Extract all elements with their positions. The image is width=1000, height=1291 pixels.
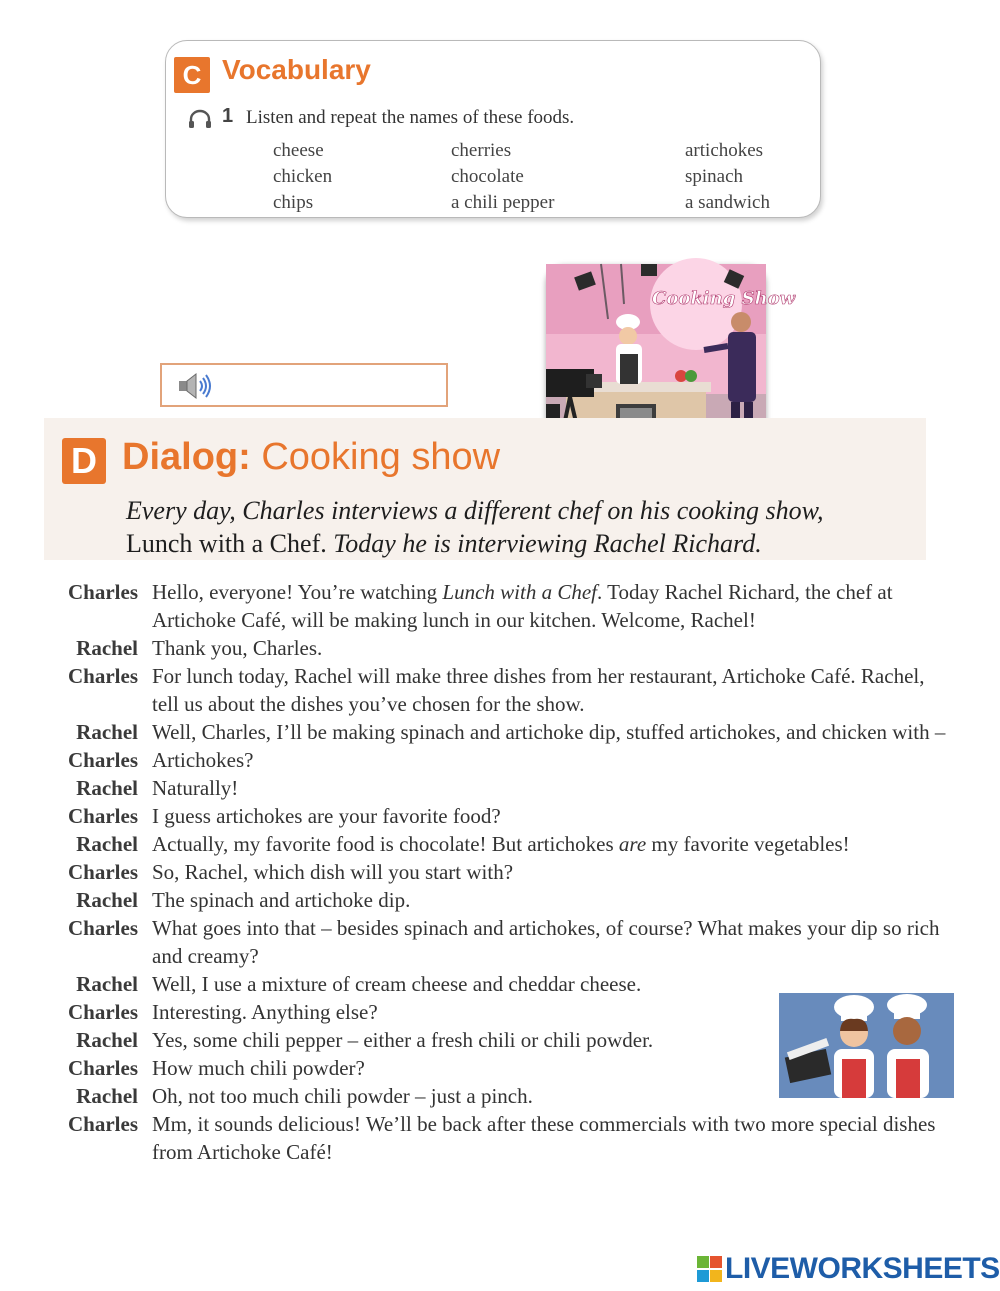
dialog-line xyxy=(0,662,1000,718)
speech-text: I guess artichokes are your favorite food? xyxy=(152,804,501,828)
vocabulary-column xyxy=(451,138,554,216)
speech-text: Mm, it sounds delicious! We’ll be back after these commercials with two more special dishes from Artichoke Café! xyxy=(152,1112,936,1164)
dialog-intro xyxy=(126,494,926,560)
speech-text: For lunch today, Rachel will make three dishes from her restaurant, Artichoke Café. Rachel, tell us about the dishes you’ve chosen for the show. xyxy=(152,664,925,716)
show-name: Lunch with a Chef. xyxy=(126,529,327,558)
speech-text: Well, I use a mixture of cream cheese and cheddar cheese. xyxy=(152,972,642,996)
vocabulary-column xyxy=(685,138,770,216)
speaker-name: Rachel xyxy=(76,636,138,660)
dialog-line xyxy=(0,774,1000,802)
speech-text xyxy=(152,578,952,634)
intro-text: Today he is interviewing Rachel Richard. xyxy=(326,529,762,558)
speaker-name: Rachel xyxy=(76,972,138,996)
chefs-image xyxy=(779,993,954,1098)
vocabulary-word: a sandwich xyxy=(685,192,770,213)
speaker-name: Charles xyxy=(68,664,138,688)
intro-text: Every day, Charles interviews a different chef on his cooking show, xyxy=(126,496,824,525)
speaker-name: Charles xyxy=(68,916,138,940)
liveworksheets-brand[interactable] xyxy=(697,1252,1000,1286)
dialog-title xyxy=(122,436,500,479)
speech-part: . Today Rachel Richard, the chef at Artichoke Café, will be making lunch in our kitchen. Welcome, Rachel! xyxy=(152,580,893,632)
dialog-line xyxy=(0,746,1000,774)
vocabulary-title: Vocabulary xyxy=(222,54,371,85)
speech-text: Interesting. Anything else? xyxy=(152,1000,378,1024)
speaker-name: Charles xyxy=(68,860,138,884)
speech-text: Thank you, Charles. xyxy=(152,636,323,660)
vocabulary-word: chocolate xyxy=(451,166,524,187)
exercise-instruction: Listen and repeat the names of these foods. xyxy=(246,107,575,128)
audio-player-box[interactable] xyxy=(160,363,448,407)
liveworksheets-logo-icon xyxy=(697,1254,723,1284)
speaker-name: Charles xyxy=(68,748,138,772)
brand-name: LIVEWORKSHEETS xyxy=(725,1252,1000,1285)
speech-emphasis: Lunch with a Chef xyxy=(442,580,598,604)
vocabulary-word: artichokes xyxy=(685,140,764,161)
speech-text xyxy=(152,830,962,858)
speaker-name: Rachel xyxy=(76,832,138,856)
vocabulary-word: cheese xyxy=(273,140,324,161)
dialog-line xyxy=(0,858,1000,886)
dialog-line xyxy=(0,1110,1000,1166)
speech-text: What goes into that – besides spinach and artichokes, of course? What makes your dip so rich and creamy? xyxy=(152,916,940,968)
dialog-line xyxy=(0,578,1000,634)
vocabulary-word-grid xyxy=(273,138,793,216)
cooking-show-logo: Cooking Show xyxy=(652,288,796,309)
speaker-name: Rachel xyxy=(76,888,138,912)
speaker-name: Rachel xyxy=(76,720,138,744)
speaker-name: Charles xyxy=(68,1056,138,1080)
speech-text: So, Rachel, which dish will you start with? xyxy=(152,860,514,884)
speaker-name: Charles xyxy=(68,580,138,604)
vocabulary-word: a chili pepper xyxy=(451,192,555,213)
vocabulary-word: spinach xyxy=(685,166,744,187)
speech-text: Artichokes? xyxy=(152,748,254,772)
speech-text: Naturally! xyxy=(152,776,239,800)
exercise-number: 1 xyxy=(222,105,234,127)
dialog-line xyxy=(0,830,1000,858)
speaker-name: Charles xyxy=(68,804,138,828)
speech-part: my favorite vegetables! xyxy=(646,832,850,856)
speaker-name: Charles xyxy=(68,1112,138,1136)
speech-text: Oh, not too much chili powder – just a pinch. xyxy=(152,1084,533,1108)
speaker-name: Charles xyxy=(68,1000,138,1024)
dialog-line xyxy=(0,886,1000,914)
speech-text: The spinach and artichoke dip. xyxy=(152,888,411,912)
dialog-header xyxy=(44,418,926,560)
speech-text: Yes, some chili pepper – either a fresh chili or chili powder. xyxy=(152,1028,654,1052)
dialog-line xyxy=(0,802,1000,830)
speech-text: How much chili powder? xyxy=(152,1056,365,1080)
dialog-line xyxy=(0,634,1000,662)
vocabulary-word: chicken xyxy=(273,166,333,187)
dialog-line xyxy=(0,914,1000,970)
speaker-icon[interactable] xyxy=(176,371,214,401)
speaker-name: Rachel xyxy=(76,1084,138,1108)
speaker-name: Rachel xyxy=(76,1028,138,1052)
dialog-line xyxy=(0,718,1000,746)
vocabulary-column xyxy=(273,138,332,216)
speaker-name: Rachel xyxy=(76,776,138,800)
section-letter-c: C xyxy=(174,57,210,93)
speech-text: Well, Charles, I’ll be making spinach and artichoke dip, stuffed artichokes, and chicken with – xyxy=(152,720,946,744)
dialog-title-bold: Dialog: xyxy=(122,436,251,478)
vocabulary-word: chips xyxy=(273,192,314,213)
speech-part: Hello, everyone! You’re watching xyxy=(152,580,443,604)
speech-emphasis: are xyxy=(618,832,647,856)
speech-part: Actually, my favorite food is chocolate! But artichokes xyxy=(152,832,619,856)
vocabulary-word: cherries xyxy=(451,140,512,161)
headphones-icon xyxy=(188,109,212,129)
section-letter-d: D xyxy=(62,438,106,484)
vocabulary-box xyxy=(165,40,821,218)
dialog-title-rest: Cooking show xyxy=(250,436,501,478)
